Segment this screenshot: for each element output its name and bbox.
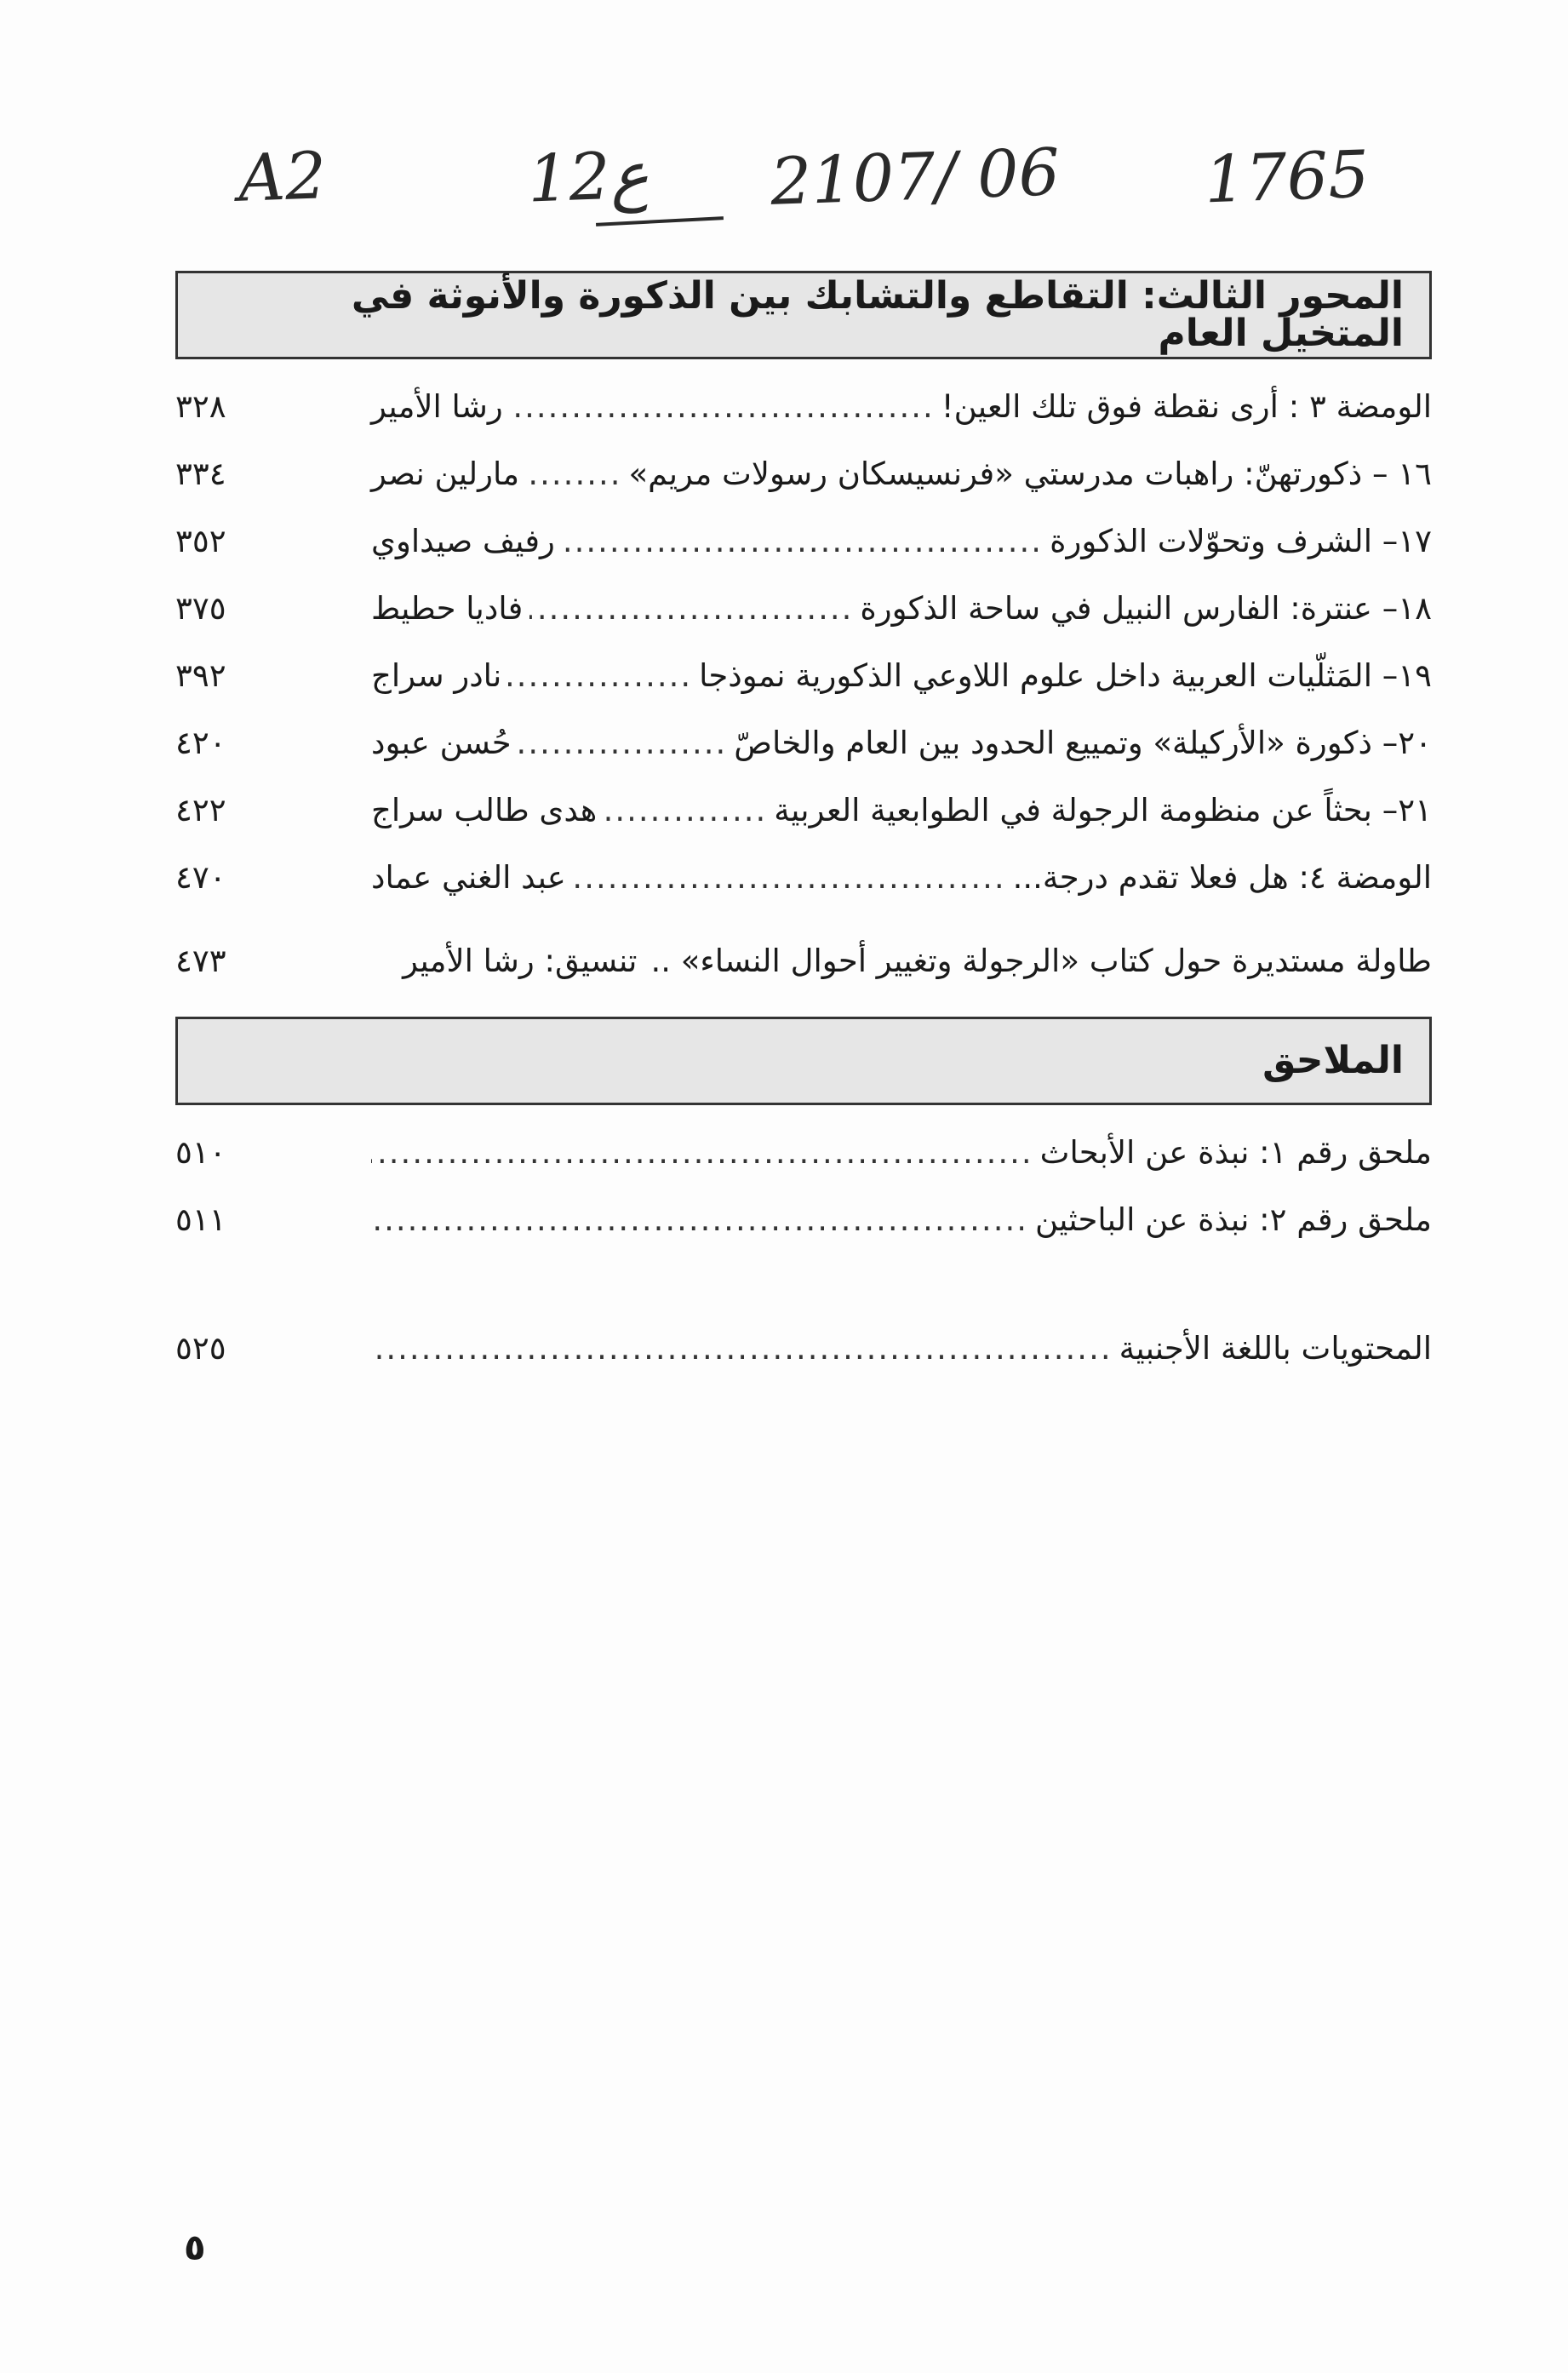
leader-dots: [518, 727, 728, 759]
toc-entry-page: ٣٥٢: [175, 522, 226, 559]
toc-entry-page: ٤٧٠: [175, 858, 226, 896]
toc-entry: [175, 713, 1432, 772]
toc-entry-title: ٢١– بحثاً عن منظومة الرجولة في الطوابعية العربية: [774, 791, 1432, 828]
toc-entry-page: ٤٧٣: [175, 942, 226, 979]
leader-dots: [371, 1204, 1028, 1235]
section-header-title: المحور الثالث: التقاطع والتشابك بين الذكورة والأنوثة في المتخيل العام: [351, 274, 1404, 355]
toc-entry-page: ٤٢٢: [175, 791, 226, 828]
handwritten-mark-2: 12ع: [526, 136, 650, 217]
page-number: ٥: [184, 2227, 206, 2268]
toc-entry: [175, 645, 1432, 705]
section-header-appendices: [175, 1017, 1432, 1105]
toc-entry-page: ٣٣٤: [175, 455, 226, 492]
section-header-part-three: [175, 271, 1432, 359]
toc-entry-title: ٢٠– ذكورة «الأركيلة» وتمييع الحدود بين العام والخاصّ: [734, 724, 1432, 761]
leader-dots: [371, 1333, 1113, 1364]
appendix-entry-title: ملحق رقم ٢: نبذة عن الباحثين: [1034, 1201, 1432, 1238]
toc-entry-author: رفيف صيداوي: [371, 522, 555, 559]
toc-entry-author: نادر سراج: [371, 656, 502, 694]
foreign-contents-entry: [175, 1318, 1432, 1378]
toc-entry: [175, 578, 1432, 638]
toc-entry-page: ٣٢٨: [175, 387, 226, 425]
toc-entry-author: تنسيق: رشا الأمير: [403, 942, 638, 979]
toc-entry-author: عبد الغني عماد: [371, 858, 566, 896]
toc-entry-title: الومضة ٤: هل فعلا تقدم درجة...: [1012, 858, 1432, 896]
toc-entry: [175, 511, 1432, 570]
toc-entry-author: حُسن عبود: [371, 724, 512, 761]
toc-entry: [175, 931, 1432, 990]
appendix-entry-page: ٥١٠: [175, 1133, 226, 1171]
toc-entry-title: الومضة ٣ : أرى نقطة فوق تلك العين!: [941, 387, 1432, 425]
leader-dots: [562, 525, 1043, 557]
handwritten-mark-1: A2: [237, 137, 328, 216]
appendix-entry: [175, 1122, 1432, 1182]
handwritten-underline: [596, 216, 724, 226]
toc-entry-page: ٣٩٢: [175, 656, 226, 694]
toc-entry-page: ٤٢٠: [175, 724, 226, 761]
leader-dots: [573, 862, 1006, 893]
appendix-entry: [175, 1189, 1432, 1249]
section-header-title: الملاحق: [1262, 1039, 1404, 1082]
leader-dots: [371, 1137, 1033, 1168]
toc-entry-title: ١٦ – ذكورتهنّ: راهبات مدرستي «فرنسيسكان رسولات مريم»: [628, 455, 1432, 492]
toc-entry-title: ١٩– المَثلّيات العربية داخل علوم اللاوعي الذكورية نموذجا: [699, 656, 1432, 694]
toc-entry-page: ٣٧٥: [175, 589, 226, 627]
toc-entry-author: هدى طالب سراج: [371, 791, 598, 828]
handwritten-mark-3: 2107/ 06: [769, 134, 1062, 220]
appendix-entry-title: ملحق رقم ١: نبذة عن الأبحاث: [1039, 1133, 1432, 1171]
toc-entry-author: فاديا حطيط: [371, 589, 524, 627]
toc-entry-author: مارلين نصر: [371, 455, 520, 492]
leader-dots: [526, 458, 621, 490]
toc-entry: [175, 376, 1432, 436]
toc-entry-title: طاولة مستديرة حول كتاب «الرجولة وتغيير أحوال النساء» ..: [650, 942, 1432, 979]
leader-dots: [510, 391, 935, 422]
toc-entry: [175, 444, 1432, 503]
foreign-contents-page: ٥٢٥: [175, 1329, 226, 1367]
toc-entry-title: ١٧– الشرف وتحوّلات الذكورة: [1050, 522, 1432, 559]
toc-entry: [175, 780, 1432, 840]
handwritten-mark-4: 1765: [1203, 135, 1371, 218]
appendix-entry-page: ٥١١: [175, 1201, 226, 1238]
toc-entry: [175, 847, 1432, 907]
toc-entry-title: ١٨– عنترة: الفارس النبيل في ساحة الذكورة: [860, 589, 1432, 627]
foreign-contents-title: المحتويات باللغة الأجنبية: [1119, 1329, 1432, 1367]
toc-entry-author: رشا الأمير: [371, 387, 503, 425]
leader-dots: [529, 593, 853, 624]
leader-dots: [604, 794, 767, 826]
leader-dots: [508, 660, 692, 691]
